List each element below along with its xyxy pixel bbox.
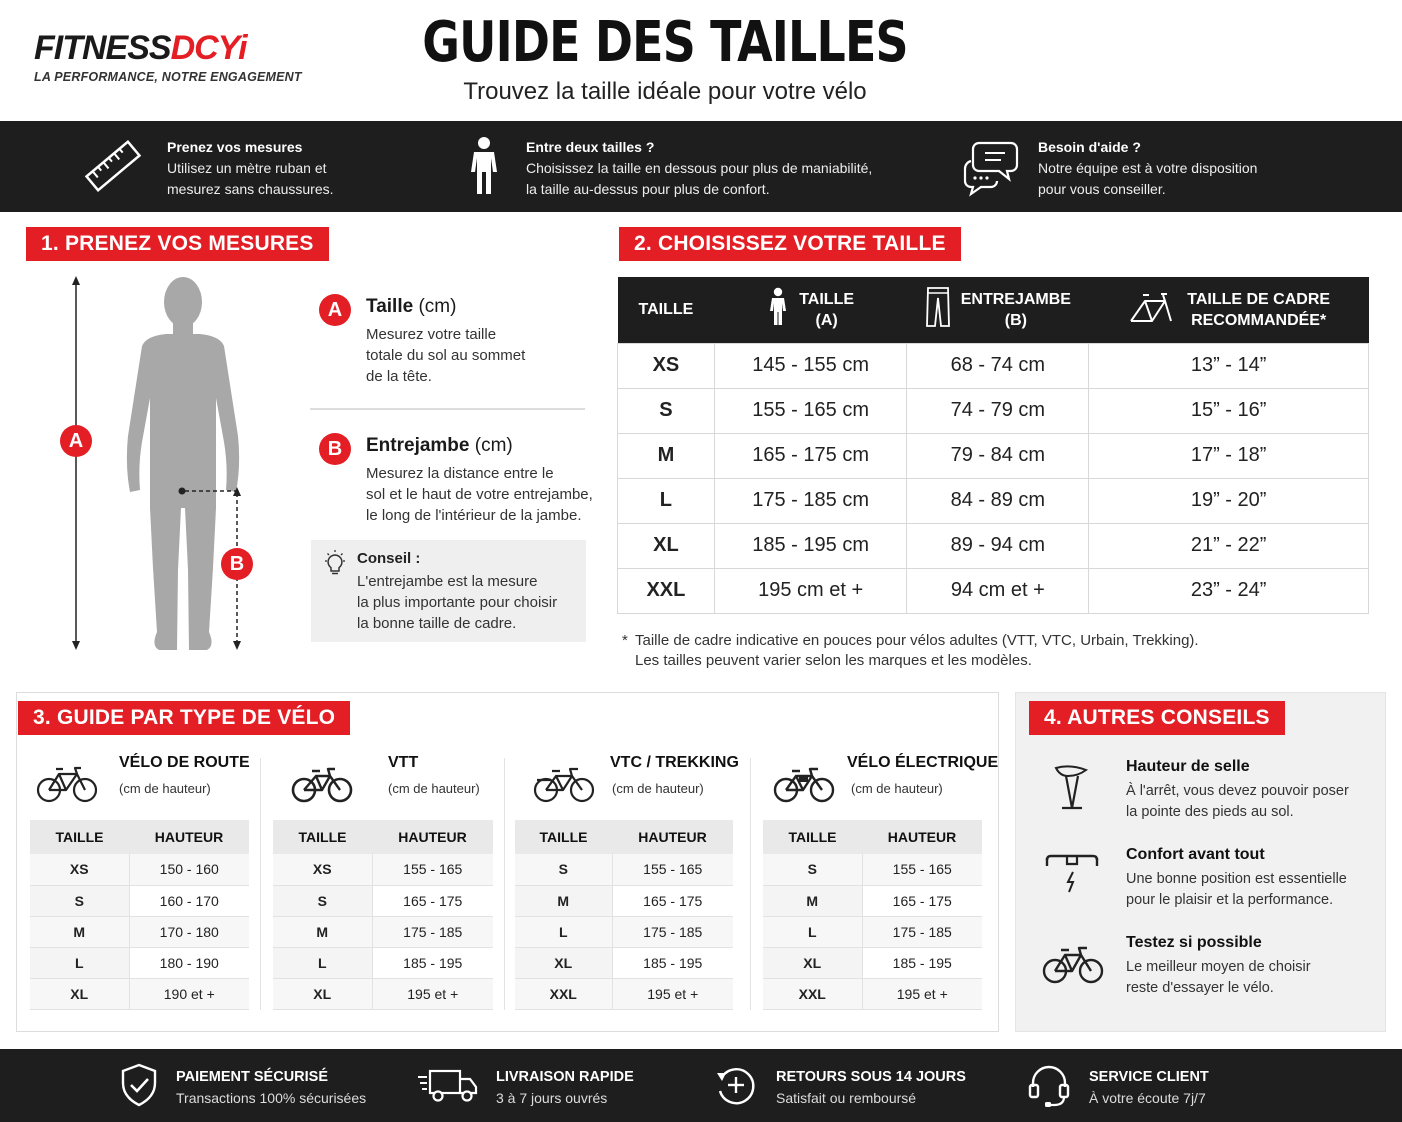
bike-title: VTT bbox=[388, 754, 419, 771]
trekking-bike-icon bbox=[533, 764, 595, 809]
measure-divider bbox=[310, 408, 585, 410]
page-header bbox=[0, 0, 1402, 121]
bike-frame-icon bbox=[1127, 289, 1177, 330]
footer-returns[interactable]: RETOURS SOUS 14 JOURS Satisfait ou remboursé bbox=[714, 1049, 994, 1122]
shield-check-icon bbox=[120, 1063, 158, 1112]
table-row bbox=[618, 388, 1369, 433]
table-row: M 170 - 180 bbox=[30, 916, 249, 947]
figure-label-a: A bbox=[60, 425, 92, 457]
cell-frame: 15” - 16” bbox=[1089, 388, 1369, 433]
table-row: M 165 - 175 bbox=[515, 885, 733, 916]
table-row: XL 195 et + bbox=[273, 978, 493, 1009]
bike-unit: (cm de hauteur) bbox=[851, 781, 943, 796]
section4-heading: 4. AUTRES CONSEILS bbox=[1029, 701, 1285, 735]
section2-heading: 2. CHOISISSEZ VOTRE TAILLE bbox=[619, 227, 961, 261]
cell-inseam: 89 - 94 cm bbox=[907, 523, 1089, 568]
electric-bike-icon bbox=[773, 764, 835, 809]
column-divider bbox=[504, 758, 505, 1010]
tip-title: Conseil : bbox=[357, 550, 421, 567]
table-row bbox=[618, 343, 1369, 388]
col-size: TAILLE bbox=[273, 820, 372, 854]
footnote-star: * bbox=[622, 632, 628, 649]
info-measure bbox=[82, 121, 382, 212]
chat-bubbles-icon bbox=[963, 137, 1019, 202]
cell-size: XS bbox=[618, 343, 715, 388]
tip-text: L'entrejambe est la mesure la plus importante pour choisir la bonne taille de cadre. bbox=[357, 573, 558, 632]
measure-b-title: Entrejambe (cm) bbox=[366, 435, 513, 456]
cell-inseam: 74 - 79 cm bbox=[907, 388, 1089, 433]
person-icon bbox=[767, 287, 789, 332]
col-height: TAILLE (A) bbox=[714, 277, 907, 343]
cell-height: 145 - 155 cm bbox=[714, 343, 907, 388]
table-row: XXL 195 et + bbox=[515, 978, 733, 1009]
footnote-text: Taille de cadre indicative en pouces pour vélos adultes (VTT, VTC, Urbain, Trekking). Les tailles peuvent varier selon les marques et les modèles. bbox=[635, 632, 1199, 669]
size-table-header bbox=[618, 277, 1369, 343]
table-row: M 165 - 175 bbox=[763, 885, 982, 916]
cell-height: 165 - 175 cm bbox=[714, 433, 907, 478]
saddle-icon bbox=[1052, 764, 1092, 819]
table-row: S 155 - 165 bbox=[515, 854, 733, 885]
bike-size-table bbox=[515, 820, 733, 1010]
col-frame: TAILLE DE CADRE RECOMMANDÉE* bbox=[1089, 277, 1369, 343]
lightbulb-icon bbox=[323, 550, 347, 583]
mountain-bike-icon bbox=[291, 764, 353, 809]
col-inseam: ENTREJAMBE (B) bbox=[907, 277, 1089, 343]
footer-payment[interactable]: PAIEMENT SÉCURISÉ Transactions 100% sécurisées bbox=[120, 1049, 400, 1122]
delivery-truck-icon bbox=[418, 1067, 478, 1110]
bike-size-table bbox=[763, 820, 982, 1010]
cell-size: S bbox=[618, 388, 715, 433]
cell-frame: 23” - 24” bbox=[1089, 568, 1369, 613]
bike-size-table bbox=[273, 820, 493, 1010]
table-row bbox=[618, 523, 1369, 568]
tip-saddle: Hauteur de selle À l'arrêt, vous devez pouvoir poser la pointe des pieds au sol. bbox=[1126, 758, 1349, 820]
info-bar bbox=[0, 121, 1402, 212]
column-divider bbox=[260, 758, 261, 1010]
logo-tagline: LA PERFORMANCE, NOTRE ENGAGEMENT bbox=[34, 70, 302, 84]
cell-size: XXL bbox=[618, 568, 715, 613]
table-row: L 175 - 185 bbox=[515, 916, 733, 947]
table-row: XL 185 - 195 bbox=[763, 947, 982, 978]
table-row bbox=[618, 433, 1369, 478]
info-measure-text: Prenez vos mesures Utilisez un mètre ruban et mesurez sans chaussures. bbox=[167, 139, 334, 197]
headset-icon bbox=[1028, 1063, 1070, 1114]
bike-unit: (cm de hauteur) bbox=[119, 781, 211, 796]
footer-bar bbox=[0, 1049, 1402, 1122]
col-height: HAUTEUR bbox=[612, 820, 733, 854]
tip-box bbox=[311, 540, 586, 642]
measure-a-badge: A bbox=[319, 294, 351, 326]
cell-inseam: 68 - 74 cm bbox=[907, 343, 1089, 388]
col-size: TAILLE bbox=[763, 820, 862, 854]
bike-size-table bbox=[30, 820, 249, 1010]
cell-inseam: 94 cm et + bbox=[907, 568, 1089, 613]
table-row: L 180 - 190 bbox=[30, 947, 249, 978]
bicycle-icon bbox=[1042, 942, 1104, 991]
page-title: GUIDE DES TAILLES bbox=[422, 10, 908, 75]
table-row: S 155 - 165 bbox=[763, 854, 982, 885]
cell-frame: 19” - 20” bbox=[1089, 478, 1369, 523]
table-row: M 175 - 185 bbox=[273, 916, 493, 947]
page-subtitle: Trouvez la taille idéale pour votre vélo bbox=[463, 78, 867, 105]
tip-comfort: Confort avant tout Une bonne position est essentielle pour le plaisir et la performance. bbox=[1126, 846, 1347, 908]
info-help bbox=[963, 121, 1363, 212]
cell-frame: 17” - 18” bbox=[1089, 433, 1369, 478]
cell-size: L bbox=[618, 478, 715, 523]
cell-frame: 13” - 14” bbox=[1089, 343, 1369, 388]
person-icon bbox=[465, 135, 503, 202]
bike-unit: (cm de hauteur) bbox=[612, 781, 704, 796]
table-row: XS 155 - 165 bbox=[273, 854, 493, 885]
measure-b bbox=[366, 435, 593, 526]
measure-a-desc: Mesurez votre taille totale du sol au sommet de la tête. bbox=[366, 326, 526, 385]
col-size: TAILLE bbox=[515, 820, 612, 854]
info-between-sizes-text: Entre deux tailles ? Choisissez la taille en dessous pour plus de maniabilité, la taille au-dessus pour plus de confort. bbox=[526, 139, 873, 197]
table-row: XXL 195 et + bbox=[763, 978, 982, 1009]
table-footnote bbox=[622, 631, 1199, 671]
info-between-sizes bbox=[465, 121, 915, 212]
pants-icon bbox=[925, 286, 951, 333]
col-height: HAUTEUR bbox=[372, 820, 493, 854]
size-table bbox=[617, 277, 1369, 614]
info-help-text: Besoin d'aide ? Notre équipe est à votre disposition pour vous conseiller. bbox=[1038, 139, 1258, 197]
bike-title: VÉLO DE ROUTE bbox=[119, 754, 250, 771]
cell-inseam: 84 - 89 cm bbox=[907, 478, 1089, 523]
road-bike-icon bbox=[36, 764, 98, 809]
table-row bbox=[618, 478, 1369, 523]
measure-a-title: Taille (cm) bbox=[366, 296, 457, 317]
returns-icon bbox=[714, 1063, 758, 1112]
table-row: S 160 - 170 bbox=[30, 885, 249, 916]
logo-wordmark: FITNESSDCYi bbox=[34, 29, 247, 67]
table-row: L 185 - 195 bbox=[273, 947, 493, 978]
col-height: HAUTEUR bbox=[862, 820, 982, 854]
table-row: L 175 - 185 bbox=[763, 916, 982, 947]
col-height: HAUTEUR bbox=[129, 820, 249, 854]
cell-size: M bbox=[618, 433, 715, 478]
table-row: XS 150 - 160 bbox=[30, 854, 249, 885]
bike-unit: (cm de hauteur) bbox=[388, 781, 480, 796]
ruler-icon bbox=[82, 135, 144, 202]
handlebar-icon bbox=[1045, 852, 1099, 905]
column-divider bbox=[750, 758, 751, 1010]
cell-inseam: 79 - 84 cm bbox=[907, 433, 1089, 478]
cell-frame: 21” - 22” bbox=[1089, 523, 1369, 568]
footer-delivery[interactable]: LIVRAISON RAPIDE 3 à 7 jours ouvrés bbox=[418, 1049, 678, 1122]
table-row bbox=[618, 568, 1369, 613]
table-row: S 165 - 175 bbox=[273, 885, 493, 916]
cell-height: 175 - 185 cm bbox=[714, 478, 907, 523]
cell-height: 195 cm et + bbox=[714, 568, 907, 613]
footer-service[interactable]: SERVICE CLIENT À votre écoute 7j/7 bbox=[1028, 1049, 1268, 1122]
col-size: TAILLE bbox=[30, 820, 129, 854]
bike-title: VÉLO ÉLECTRIQUE bbox=[847, 754, 999, 771]
section3-heading: 3. GUIDE PAR TYPE DE VÉLO bbox=[18, 701, 350, 735]
tip-test: Testez si possible Le meilleur moyen de choisir reste d'essayer le vélo. bbox=[1126, 934, 1311, 996]
measure-a bbox=[366, 296, 525, 387]
table-row: XL 190 et + bbox=[30, 978, 249, 1009]
section1-heading: 1. PRENEZ VOS MESURES bbox=[26, 227, 329, 261]
cell-size: XL bbox=[618, 523, 715, 568]
body-figure bbox=[56, 272, 266, 657]
bike-title: VTC / TREKKING bbox=[610, 754, 739, 771]
figure-label-b: B bbox=[221, 548, 253, 580]
col-size: TAILLE bbox=[618, 277, 715, 343]
measure-b-badge: B bbox=[319, 433, 351, 465]
cell-height: 185 - 195 cm bbox=[714, 523, 907, 568]
table-row: XL 185 - 195 bbox=[515, 947, 733, 978]
measure-b-desc: Mesurez la distance entre le sol et le haut de votre entrejambe, le long de l'intérieur de la jambe. bbox=[366, 465, 593, 524]
cell-height: 155 - 165 cm bbox=[714, 388, 907, 433]
